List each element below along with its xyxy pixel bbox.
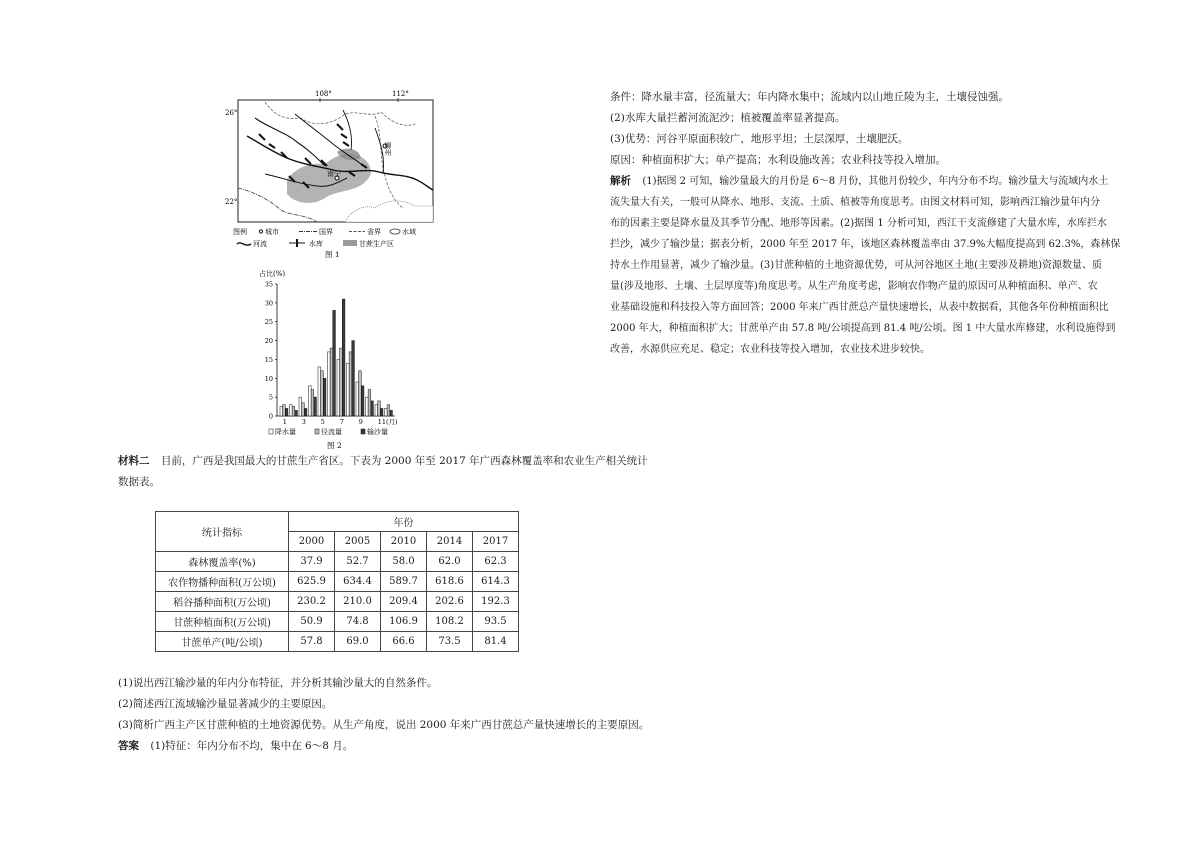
analysis-text-4: 拦沙，减少了输沙量；据表分析，2000 年至 2017 年，该地区森林覆盖率由 37.9%大幅度提高到 62.3%，森林保 bbox=[610, 239, 1121, 250]
bar-precip-m3 bbox=[299, 397, 302, 416]
analysis-text-2: 流失量大有关，一般可从降水、地形、支流、土质、植被等角度思考。由图文材料可知，影响西江输沙量年内分 bbox=[610, 197, 1100, 208]
bar-runoff-m5 bbox=[321, 371, 324, 416]
map-legend bbox=[233, 227, 416, 248]
x-tick-label: 3 bbox=[301, 418, 306, 426]
table-cell: 202.6 bbox=[427, 592, 473, 612]
table-row-label: 稻谷播种面积(万公顷) bbox=[156, 592, 289, 612]
bar-precip-m12 bbox=[385, 408, 388, 416]
table-year-header: 年份 bbox=[289, 512, 519, 532]
legend-water: 水域 bbox=[402, 228, 416, 236]
table-row-label: 森林覆盖率(%) bbox=[156, 552, 289, 572]
question-1: (1)说出西江输沙量的年内分布特征，并分析其输沙量大的自然条件。 bbox=[118, 677, 438, 689]
bar-sediment-m10 bbox=[371, 401, 374, 416]
chart-axes bbox=[277, 284, 395, 416]
bar-precip-m7 bbox=[337, 359, 340, 416]
legend-label: 径流量 bbox=[321, 428, 342, 436]
table-row bbox=[156, 592, 519, 612]
table-cell: 62.3 bbox=[473, 552, 519, 572]
x-tick-label: 5 bbox=[320, 418, 325, 426]
legend-sugarcane: 甘蔗生产区 bbox=[359, 240, 394, 248]
bar-sediment-m4 bbox=[314, 397, 317, 416]
lat-label-22: 22° bbox=[225, 198, 238, 206]
answer-text: (1)特征：年内分布不均，集中在 6～8 月。 bbox=[150, 740, 354, 752]
city-label-liuzhou: 柳州 bbox=[384, 142, 392, 156]
table-year-2000: 2000 bbox=[289, 532, 335, 552]
table-row-label: 甘蔗种植面积(万公顷) bbox=[156, 612, 289, 632]
table-year-2017: 2017 bbox=[473, 532, 519, 552]
y-tick-label: 15 bbox=[264, 355, 273, 364]
table-cell: 209.4 bbox=[381, 592, 427, 612]
lat-label-26: 26° bbox=[225, 109, 238, 117]
legend-swatch bbox=[315, 429, 319, 434]
questions-block bbox=[118, 673, 649, 757]
bar-precip-m8 bbox=[347, 363, 350, 416]
analysis-text-8: 2000 年大，种植面积扩大；甘蔗单产由 57.8 吨/公顷提高到 81.4 吨/公顷。图 1 中大量水库修建，水利设施得到 bbox=[610, 323, 1116, 334]
bar-runoff-m3 bbox=[302, 403, 305, 416]
question-2: (2)简述西江流域输沙量显著减少的主要原因。 bbox=[118, 698, 333, 710]
chart-figure bbox=[255, 268, 415, 450]
xijiang-basin-map bbox=[225, 88, 440, 260]
bar-runoff-m8 bbox=[349, 352, 352, 416]
legend-title: 图例 bbox=[233, 228, 247, 236]
bar-runoff-m1 bbox=[283, 405, 286, 416]
bar-precip-m9 bbox=[356, 382, 359, 416]
analysis-text-1: (1)据图 2 可知，输沙量最大的月份是 6～8 月份，其他月份较少，年内分布不均。输沙量大与流域内水土 bbox=[642, 176, 1109, 187]
bar-precip-m11 bbox=[375, 405, 378, 416]
material-text-line2: 数据表。 bbox=[118, 476, 160, 488]
table-cell: 74.8 bbox=[335, 612, 381, 632]
table-row-label: 农作物播种面积(万公顷) bbox=[156, 572, 289, 592]
table-cell: 52.7 bbox=[335, 552, 381, 572]
bar-precip-m5 bbox=[318, 367, 321, 416]
table-cell: 614.3 bbox=[473, 572, 519, 592]
material-text-line1: 目前，广西是我国最大的甘蔗生产省区。下表为 2000 年至 2017 年广西森林覆盖率和农业生产相关统计 bbox=[160, 455, 648, 467]
bar-precip-m1 bbox=[280, 407, 283, 416]
lon-label-108: 108° bbox=[315, 90, 332, 98]
answer-3-reason: 原因：种植面积扩大；单产提高；水利设施改善；农业科技等投入增加。 bbox=[610, 154, 946, 166]
table-cell: 93.5 bbox=[473, 612, 519, 632]
table-corner: 统计指标 bbox=[156, 512, 289, 552]
chart-ylabel: 占比(%) bbox=[259, 270, 286, 278]
bar-precip-m6 bbox=[328, 352, 331, 416]
legend-city: 城市 bbox=[265, 228, 279, 236]
x-tick-label: 11(月) bbox=[377, 418, 398, 426]
bar-runoff-m11 bbox=[378, 401, 381, 416]
x-tick-label: 7 bbox=[339, 418, 344, 426]
bar-precip-m2 bbox=[290, 405, 293, 416]
table-row bbox=[156, 632, 519, 652]
table-row-label: 甘蔗单产(吨/公顷) bbox=[156, 632, 289, 652]
material-heading: 材料二 bbox=[118, 455, 150, 467]
bar-sediment-m5 bbox=[323, 378, 326, 416]
table-cell: 230.2 bbox=[289, 592, 335, 612]
chart-caption: 图 2 bbox=[327, 441, 342, 450]
table-cell: 192.3 bbox=[473, 592, 519, 612]
material-two-line1 bbox=[118, 455, 648, 468]
bar-runoff-m10 bbox=[368, 390, 371, 416]
lon-label-112: 112° bbox=[392, 90, 409, 98]
table-row bbox=[156, 552, 519, 572]
y-tick-label: 5 bbox=[268, 393, 273, 402]
analysis-text-9: 改善，水源供应充足、稳定；农业科技等投入增加，农业技术进步较快。 bbox=[610, 344, 930, 355]
bar-precip-m4 bbox=[309, 386, 312, 416]
bar-runoff-m9 bbox=[359, 371, 362, 416]
legend-label: 输沙量 bbox=[367, 428, 388, 436]
table-cell: 106.9 bbox=[381, 612, 427, 632]
question-3: (3)简析广西主产区甘蔗种植的土地资源优势。从生产角度，说出 2000 年来广西甘蔗总产量快速增长的主要原因。 bbox=[118, 719, 650, 731]
y-tick-label: 0 bbox=[268, 412, 273, 421]
legend-label: 降水量 bbox=[275, 428, 296, 436]
y-tick-label: 10 bbox=[264, 374, 273, 383]
analysis-text-7: 业基础设施和科技投入等方面回答；2000 年来广西甘蔗总产量快速增长，从表中数据看，其他各年份种植面积比 bbox=[610, 302, 1109, 313]
table-cell: 62.0 bbox=[427, 552, 473, 572]
analysis-text-5: 持水土作用显著，减少了输沙量。(3)甘蔗种植的土地资源优势，可从河谷地区土地(主要涉及耕地)资源数量、质 bbox=[610, 260, 1102, 271]
table-cell: 210.0 bbox=[335, 592, 381, 612]
table-cell: 81.4 bbox=[473, 632, 519, 652]
table-row bbox=[156, 572, 519, 592]
table-cell: 589.7 bbox=[381, 572, 427, 592]
analysis-text-6: 量(涉及地形、土壤、土层厚度等)角度思考。从生产角度考虑，影响农作物产量的原因可从种植面积、单产、农 bbox=[610, 281, 1098, 292]
y-tick-label: 25 bbox=[264, 318, 273, 327]
legend-national-border: 国界 bbox=[319, 228, 333, 236]
answer-line bbox=[118, 736, 649, 757]
bar-runoff-m4 bbox=[311, 390, 314, 416]
bar-runoff-m2 bbox=[292, 407, 295, 416]
table-cell: 50.9 bbox=[289, 612, 335, 632]
table-cell: 69.0 bbox=[335, 632, 381, 652]
bar-sediment-m11 bbox=[380, 408, 383, 416]
bar-sediment-m1 bbox=[285, 408, 288, 416]
answer-2: (2)水库大量拦蓄河流泥沙；植被覆盖率显著提高。 bbox=[610, 112, 846, 124]
table-cell: 66.6 bbox=[381, 632, 427, 652]
table-cell: 57.8 bbox=[289, 632, 335, 652]
table-cell: 618.6 bbox=[427, 572, 473, 592]
answer-label: 答案 bbox=[118, 740, 139, 752]
y-tick-label: 20 bbox=[264, 337, 273, 346]
legend-swatch bbox=[361, 429, 365, 434]
bar-runoff-m7 bbox=[340, 348, 343, 416]
bar-sediment-m12 bbox=[390, 410, 393, 416]
bar-sediment-m8 bbox=[352, 341, 355, 416]
table-year-2005: 2005 bbox=[335, 532, 381, 552]
table-year-2014: 2014 bbox=[427, 532, 473, 552]
map-caption: 图 1 bbox=[325, 250, 340, 259]
bar-sediment-m7 bbox=[342, 299, 345, 416]
table-cell: 634.4 bbox=[335, 572, 381, 592]
analysis-text-3: 布的因素主要是降水量及其季节分配、地形等因素。(2)据图 1 分析可知，西江干支流修建了大量水库，水库拦水 bbox=[610, 218, 1107, 229]
table-row bbox=[156, 612, 519, 632]
bar-sediment-m9 bbox=[361, 386, 364, 416]
bar-sediment-m3 bbox=[304, 408, 307, 416]
y-tick-label: 30 bbox=[264, 299, 273, 308]
monthly-share-bar-chart bbox=[255, 268, 415, 450]
x-tick-label: 9 bbox=[358, 418, 363, 426]
legend-river: 河流 bbox=[253, 240, 267, 248]
legend-reservoir: 水库 bbox=[309, 240, 323, 248]
answer-conditions: 条件：降水量丰富，径流量大；年内降水集中；流域内以山地丘陵为主，土壤侵蚀强。 bbox=[610, 91, 1009, 103]
bar-runoff-m6 bbox=[330, 348, 333, 416]
table-cell: 37.9 bbox=[289, 552, 335, 572]
bar-runoff-m12 bbox=[387, 405, 390, 416]
answer-3-advantage: (3)优势：河谷平原面积较广，地形平坦；土层深厚，土壤肥沃。 bbox=[610, 133, 909, 145]
bar-sediment-m6 bbox=[333, 310, 336, 416]
map-figure bbox=[225, 88, 440, 260]
table-cell: 73.5 bbox=[427, 632, 473, 652]
table-cell: 108.2 bbox=[427, 612, 473, 632]
analysis-line-1 bbox=[610, 171, 1120, 192]
analysis-label: 解析 bbox=[610, 175, 631, 187]
table-cell: 58.0 bbox=[381, 552, 427, 572]
bar-sediment-m2 bbox=[295, 410, 298, 416]
city-label-nanning: 南宁 bbox=[327, 170, 341, 178]
table-year-2010: 2010 bbox=[381, 532, 427, 552]
legend-provincial-border: 省界 bbox=[367, 228, 381, 236]
bar-precip-m10 bbox=[366, 397, 369, 416]
y-tick-label: 35 bbox=[264, 280, 273, 289]
legend-swatch bbox=[269, 429, 273, 434]
stats-table bbox=[155, 511, 519, 652]
table-cell: 625.9 bbox=[289, 572, 335, 592]
right-column bbox=[610, 87, 1120, 360]
x-tick-label: 1 bbox=[282, 418, 287, 426]
